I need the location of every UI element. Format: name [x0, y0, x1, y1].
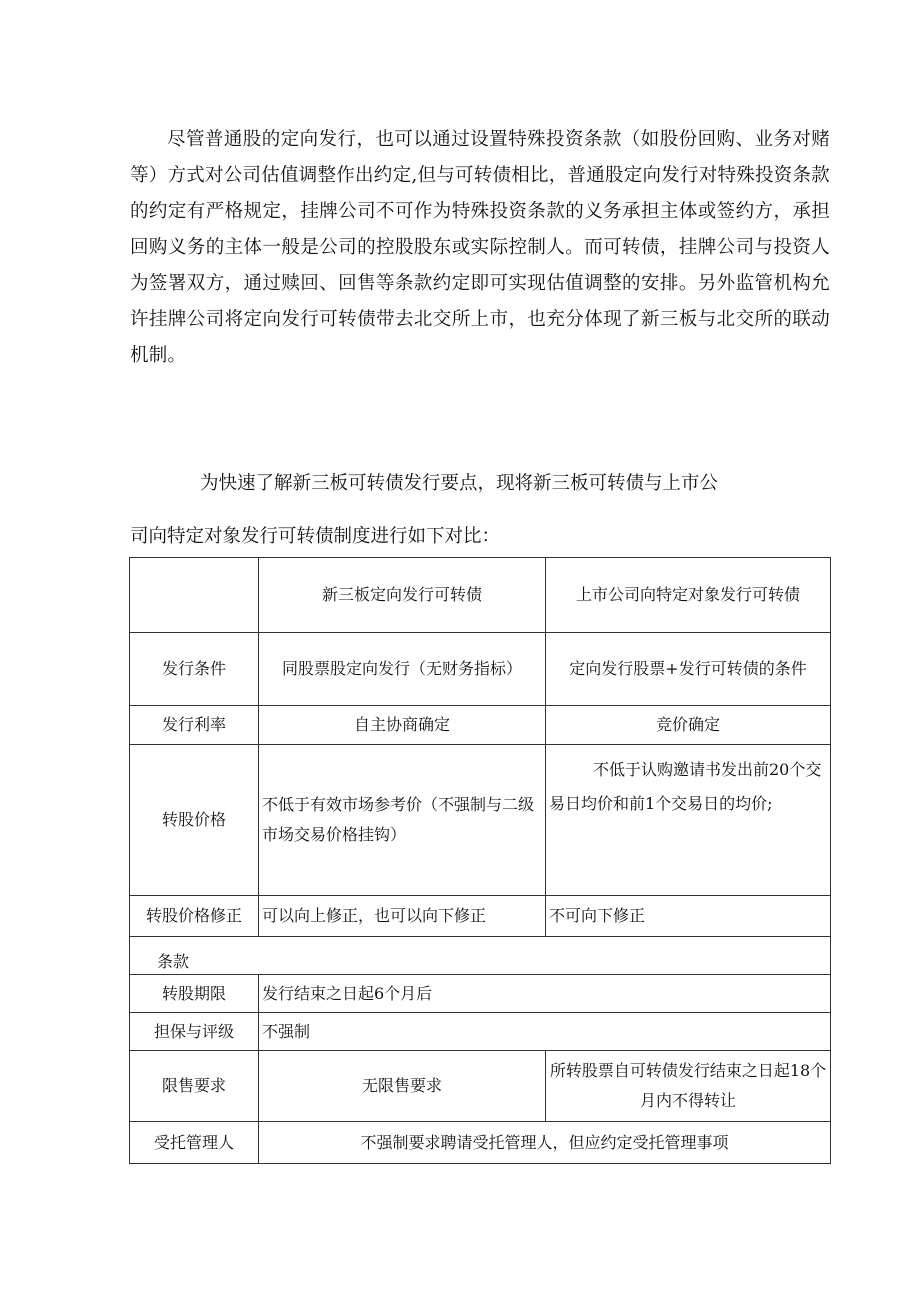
row-label: 转股价格 — [130, 745, 259, 896]
cell-listed — [546, 745, 831, 896]
clause-row-cell — [130, 937, 831, 975]
cell-neeq: 不低于有效市场参考价（不强制与二级市场交易价格挂钩） — [259, 745, 546, 896]
cell-listed: 竞价确定 — [546, 706, 831, 745]
cell-neeq: 无限售要求 — [259, 1051, 546, 1122]
table-row — [130, 975, 831, 1013]
cell-merged: 不强制 — [259, 1013, 831, 1051]
cell-neeq: 自主协商确定 — [259, 706, 546, 745]
cell-neeq: 可以向上修正，也可以向下修正 — [259, 896, 546, 937]
table-row — [130, 633, 831, 706]
table-row — [130, 937, 831, 975]
row-label: 受托管理人 — [130, 1122, 259, 1164]
cell-merged: 发行结束之日起6个月后 — [259, 975, 831, 1013]
row-label: 发行条件 — [130, 633, 259, 706]
table-row — [130, 1013, 831, 1051]
cell-neeq: 同股票股定向发行（无财务指标） — [259, 633, 546, 706]
row-label: 担保与评级 — [130, 1013, 259, 1051]
row-label: 转股价格修正 — [130, 896, 259, 937]
row-label: 转股期限 — [130, 975, 259, 1013]
cell-listed: 所转股票自可转债发行结束之日起18个月内不得转让 — [546, 1051, 831, 1122]
header-empty-cell — [130, 558, 259, 633]
table-row — [130, 1051, 831, 1122]
comparison-table — [129, 557, 831, 1164]
row-label: 发行利率 — [130, 706, 259, 745]
table-row — [130, 745, 831, 896]
row-label: 条款 — [157, 952, 190, 971]
cell-listed: 定向发行股票+发行可转债的条件 — [546, 633, 831, 706]
table-header-row — [130, 558, 831, 633]
table-row — [130, 706, 831, 745]
body-paragraph-1: 尽管普通股的定向发行，也可以通过设置特殊投资条款（如股份回购、业务对赌等）方式对公司估值调整作出约定,但与可转债相比，普通股定向发行对特殊投资条款的约定有严格规定，挂牌公司不可作为特殊投资条款的义务承担主体或签约方，承担回购义务的主体一般是公司的控股股东或实际控制人。而可转债，挂牌公司与投资人为签署双方，通过赎回、回售等条款约定即可实现估值调整的安排。另外监管机构允许挂牌公司将定向发行可转债带去北交所上市，也充分体现了新三板与北交所的联动机制。 — [130, 129, 830, 366]
cell-listed-text: 不低于认购邀请书发出前20个交易日均价和前1个交易日的均价; — [549, 760, 822, 813]
row-label: 限售要求 — [130, 1051, 259, 1122]
body-paragraph-2-line-2: 司向特定对象发行可转债制度进行如下对比： — [130, 526, 501, 547]
cell-merged: 不强制要求聘请受托管理人，但应约定受托管理事项 — [259, 1122, 831, 1164]
body-paragraph-2-line-1: 为快速了解新三板可转债发行要点，现将新三板可转债与上市公 — [200, 473, 719, 494]
table-row — [130, 896, 831, 937]
cell-listed: 不可向下修正 — [546, 896, 831, 937]
header-neeq: 新三板定向发行可转债 — [259, 558, 546, 633]
table-row — [130, 1122, 831, 1164]
header-listed: 上市公司向特定对象发行可转债 — [546, 558, 831, 633]
